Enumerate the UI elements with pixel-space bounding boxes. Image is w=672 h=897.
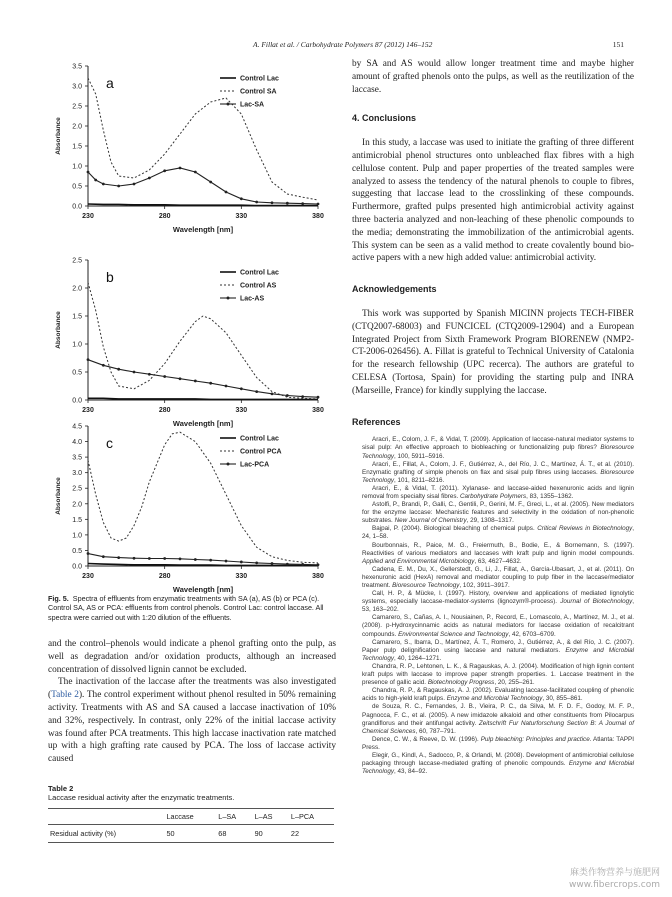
section-heading-acknowledgements: Acknowledgements: [352, 284, 437, 295]
x-tick-label: 380: [312, 573, 324, 580]
reference-authors: Elegir, G., Kindl, A., Sadocco, P., & Orlandi, M. (2008). Development of antimicrobial cellulose packaging through laccase-mediated grafting of phenolic compounds.: [362, 751, 634, 768]
legend-label: Control Lac: [240, 435, 279, 443]
series-line: [88, 554, 318, 565]
series-marker: [209, 559, 212, 562]
paragraph-text: The inactivation of the laccase after the treatments was also investigated (: [48, 677, 336, 701]
reference-journal: Environmental Science and Technology: [398, 630, 509, 638]
reference-volume: . Atlanta: TAPPI Press.: [362, 735, 634, 751]
reference-item: [352, 687, 634, 703]
table-cell: 68: [216, 825, 252, 843]
chart-panel-c: [52, 418, 328, 598]
y-tick-label: 1.0: [72, 163, 82, 171]
series-marker: [240, 197, 243, 200]
series-marker: [87, 552, 90, 555]
right-body-text: [352, 58, 634, 776]
y-tick-label: 4.0: [72, 439, 82, 447]
panel-label: c: [106, 435, 113, 451]
series-marker: [301, 563, 304, 566]
left-body-text: [48, 638, 336, 766]
legend-marker: [227, 297, 230, 300]
table-cell: 50: [164, 825, 216, 843]
reference-journal: Critical Reviews in Biotechnology: [537, 525, 633, 533]
paragraph-text: ). The control experiment without phenol resulted in 50% remaining activity. Treatments with AS and SA caused a laccase inactivation of 10% and 32%, respectively. In contrast, only 22% of the initial laccase activity was found after PCA treatments. This high laccase inactivation rate matched up with a high grafting rate caused by PCA. The loss of laccase activity caused: [48, 690, 336, 765]
table-cell: Residual activity (%): [48, 825, 164, 843]
reference-item: [352, 436, 634, 460]
paragraph: by SA and AS would allow longer treatment time and maybe higher amount of grafted phenols onto the pulps, as well as the reutilization of the laccase.: [352, 59, 634, 95]
series-marker: [317, 396, 320, 399]
y-tick-label: 0.0: [72, 203, 82, 211]
table-row: [48, 825, 334, 843]
series-marker: [194, 558, 197, 561]
reference-item: [352, 461, 634, 485]
series-marker: [102, 555, 105, 558]
series-marker: [179, 557, 182, 560]
series-marker: [271, 201, 274, 204]
y-tick-label: 2.5: [72, 485, 82, 493]
reference-authors: Aracri, E., Colom, J. F., & Vidal, T. (2009). Application of laccase-natural mediator systems to sisal pulp: An effective approach to biobleaching or functionalizing pulp fibres?: [362, 436, 634, 452]
reference-authors: de Souza, R. C., Fernandes, J. B., Vieira, P. C., da Silva, M. F. D. F., Godoy, M. F. P., Pagnocca, F. C., et al. (2005). A new imidazole alkaloid and other constituents from Pilocarpus grandiflorus and their antifungal activity.: [362, 703, 634, 727]
chart-c-svg: [52, 418, 328, 598]
table: [48, 808, 334, 843]
watermark-line: www.fibercrops.com: [569, 880, 660, 890]
series-marker: [87, 171, 90, 174]
reference-volume: , 43, 84–92.: [393, 768, 428, 776]
reference-volume: , 83, 1355–1362.: [526, 492, 574, 500]
column-header: Laccase: [164, 809, 216, 825]
legend-marker: [227, 463, 230, 466]
legend-marker: [227, 103, 230, 106]
table-2: [48, 784, 336, 843]
reference-volume: , 40, 1264–1271.: [393, 654, 442, 662]
figure-caption-text: Spectra of effluents from enzymatic treatments with SA (a), AS (b) or PCA (c). Control SA, AS or PCA: effluents from control phenols. Control Lac: control laccase. All spectra were carried out with 1:20 dilution of the effluents.: [48, 594, 324, 622]
legend-label: Lac-SA: [240, 101, 265, 109]
y-axis-label: Absorbance: [55, 311, 62, 349]
y-axis-label: Absorbance: [55, 117, 62, 155]
reference-authors: Bajpai, P. (2004). Biological bleaching of chemical pulps.: [372, 525, 538, 533]
paragraph: [48, 676, 336, 766]
reference-authors: Aracri, E., & Vidal, T. (2011). Xylanase- and laccase-aided hexenuronic acids and lignin removal from specialty sisal fibres.: [362, 484, 634, 500]
y-tick-label: 1.5: [72, 313, 82, 321]
y-tick-label: 2.0: [72, 285, 82, 293]
column-header: [48, 809, 164, 825]
x-tick-label: 330: [235, 213, 248, 220]
series-marker: [117, 556, 120, 559]
series-line: [88, 432, 318, 563]
y-tick-label: 0.5: [72, 183, 82, 191]
reference-item: [352, 542, 634, 566]
series-marker: [133, 183, 136, 186]
paragraph: and the control–phenols would indicate a phenol grafting onto the pulp, as well as degradation and/or oxidation products, although an increased concentration of dissolved lignin cannot be excluded.: [48, 639, 336, 675]
series-marker: [255, 201, 258, 204]
y-tick-label: 4.5: [72, 423, 82, 431]
series-marker: [255, 390, 258, 393]
reference-item: [352, 639, 634, 663]
panel-label: a: [106, 75, 114, 91]
series-marker: [301, 202, 304, 205]
table-cell: 22: [289, 825, 334, 843]
x-tick-label: 380: [312, 213, 324, 220]
y-tick-label: 2.5: [72, 257, 82, 265]
paragraph: In this study, a laccase was used to initiate the grafting of three different antimicrobial phenol structures onto unbleached flax fibres with a high cellulose content. Pulp and paper properties of the treated samples were analyzed to assess the tendency of the natural phenols to couple to fibres, suggesting that laccase lead to the crosslinking of these compounds. Furthermore, grafted pulps presented high antimicrobial activity against three bacteria analyzed and non-leaching of these phenolic compounds to the media; demonstrating the immobilization of the antimicrobial agents. This system can be seen as a valid method to create covalently bound bio-active papers with a new high added value: antimicrobial activity.: [352, 138, 634, 264]
reference-journal: Bioresource Technology: [392, 582, 460, 590]
x-tick-label: 280: [158, 213, 171, 220]
series-marker: [179, 377, 182, 380]
series-marker: [225, 385, 228, 388]
watermark-line: 麻类作物营养与施肥网: [569, 868, 660, 878]
reference-item: [352, 663, 634, 687]
reference-volume: , 20, 255–261.: [494, 679, 535, 687]
reference-journal: Enzyme and Microbial Technology: [362, 646, 634, 662]
series-marker: [301, 395, 304, 398]
reference-authors: Aracri, E., Fillat, A., Colom, J. F., Gutiérrez, A., del Río, J. C., Martínez, Á. T., et al. (2010). Enzymatic grafting of simple phenols on flax and sisal pulp fibres using laccases.: [362, 460, 634, 476]
reference-journal: Applied and Environmental Microbiology: [362, 557, 475, 565]
reference-list: [352, 436, 634, 776]
legend-label: Lac-PCA: [240, 461, 270, 469]
x-tick-label: 380: [312, 407, 324, 414]
chart-panel-b: [52, 252, 328, 432]
reference-item: [352, 736, 634, 752]
chart-panel-a: [52, 58, 328, 238]
x-tick-label: 280: [158, 407, 171, 414]
table-cell: 90: [253, 825, 289, 843]
series-marker: [102, 183, 105, 186]
x-tick-label: 330: [235, 573, 248, 580]
reference-journal: Zeitschrift Fur Naturforschung Section B: A Journal of Chemical Sciences: [362, 719, 635, 735]
section-heading-conclusions: 4. Conclusions: [352, 113, 417, 124]
x-axis-label: Wavelength [nm]: [172, 585, 234, 594]
reference-authors: Camarero, S., Ibarra, D., Martínez, Á. T., Romero, J., Gutiérrez, A., & del Río, J. C. (2007). Paper pulp delignification using laccase and natural mediators.: [362, 638, 634, 654]
reference-volume: , 101, 8211–8216.: [393, 476, 445, 484]
series-marker: [133, 557, 136, 560]
series-marker: [225, 560, 228, 563]
series-line: [88, 360, 318, 398]
y-tick-label: 2.5: [72, 103, 82, 111]
reference-journal: Enzyme and Microbial Technology: [362, 760, 634, 776]
legend-label: Control SA: [240, 88, 277, 96]
y-tick-label: 0.5: [72, 547, 82, 555]
series-marker: [209, 181, 212, 184]
series-marker: [163, 557, 166, 560]
series-marker: [179, 167, 182, 170]
reference-volume: , 60, 787–791.: [415, 727, 456, 735]
series-marker: [286, 394, 289, 397]
series-marker: [194, 380, 197, 383]
series-marker: [317, 203, 320, 206]
reference-journal: New Journal of Chemistry: [394, 517, 467, 525]
table-caption: Laccase residual activity after the enzymatic treatments.: [48, 793, 235, 802]
series-marker: [317, 563, 320, 566]
y-tick-label: 2.0: [72, 501, 82, 509]
y-tick-label: 1.0: [72, 532, 82, 540]
column-header: L–AS: [253, 809, 289, 825]
series-marker: [255, 561, 258, 564]
series-line: [88, 398, 318, 399]
legend-label: Control Lac: [240, 269, 279, 277]
column-header: L–SA: [216, 809, 252, 825]
column-header: L–PCA: [289, 809, 334, 825]
x-axis-label: Wavelength [nm]: [172, 419, 234, 428]
series-marker: [117, 185, 120, 188]
reference-volume: , 63, 4627–4632.: [474, 557, 522, 565]
reference-authors: Astolfi, P., Brandi, P., Galli, C., Gentili, P., Gerini, M. F., Greci, L., et al. (2005). New mediators for the enzyme laccase: Mechanistic features and selectivity in the oxidation of non-phenolic substrates.: [362, 501, 634, 525]
chart-a-svg: [52, 58, 328, 238]
reference-journal: Bioresource Technology: [362, 444, 634, 460]
series-marker: [94, 179, 97, 182]
watermark: [569, 867, 660, 891]
series-line: [88, 75, 318, 200]
y-tick-label: 2.0: [72, 123, 82, 131]
reference-volume: , 100, 5911–5916.: [393, 452, 445, 460]
y-tick-label: 0.5: [72, 369, 82, 377]
series-marker: [148, 557, 151, 560]
series-marker: [194, 171, 197, 174]
reference-journal: Bioresource Technology: [362, 468, 634, 484]
table-link[interactable]: Table 2: [51, 690, 79, 701]
x-axis-label: Wavelength [nm]: [172, 225, 234, 234]
legend-label: Control AS: [240, 282, 277, 290]
series-marker: [163, 375, 166, 378]
reference-volume: , 42, 6703–6709.: [508, 630, 556, 638]
x-tick-label: 230: [82, 213, 94, 220]
figure-caption: [48, 594, 336, 622]
panel-label: b: [106, 269, 114, 285]
x-tick-label: 230: [82, 573, 94, 580]
reference-journal: Enzyme and Microbial Technology: [446, 695, 543, 703]
series-line: [88, 204, 318, 206]
series-marker: [240, 387, 243, 390]
reference-authors: Bourbonnais, R., Paice, M. G., Freiermuth, B., Bodie, E., & Bornemann, S. (1997). Reactivities of various mediators and laccases with kraft pulp and lignin model compounds.: [362, 541, 634, 557]
reference-item: [352, 566, 634, 590]
reference-item: [352, 525, 634, 541]
reference-item: [352, 590, 634, 614]
series-marker: [209, 382, 212, 385]
y-tick-label: 0.0: [72, 563, 82, 571]
series-marker: [225, 191, 228, 194]
reference-authors: Chandra, R. P., Lehtonen, L. K., & Ragauskas, A. J. (2004). Modification of high lignin content kraft pulps with laccase to improve paper strength properties. 1. Laccase treatment in the presence of gallic acid.: [362, 662, 634, 687]
reference-journal: Carbohydrate Polymers: [459, 492, 527, 500]
figure-label: Fig. 5.: [48, 594, 69, 603]
reference-authors: Call, H. P., & Mücke, I. (1997). History, overview and applications of mediated lignolytic systems, especially laccase-mediator-systems (lignozym®-process).: [362, 590, 634, 606]
reference-volume: , 29, 1308–1317.: [466, 517, 514, 525]
series-marker: [148, 177, 151, 180]
reference-authors: Camarero, S., Cañas, A. I., Nousiainen, P., Record, E., Lomascolo, A., Martínez, M. J., et al. (2008). p-Hydroxycinnamic acids as natural mediators for laccase oxidation of recalcitrant compounds.: [362, 614, 634, 638]
series-marker: [102, 364, 105, 367]
series-marker: [286, 202, 289, 205]
reference-item: [352, 614, 634, 638]
y-tick-label: 3.0: [72, 470, 82, 478]
y-tick-label: 1.5: [72, 516, 82, 524]
reference-authors: Cadena, E. M., Du, X., Gellerstedt, G., Li, J., Fillat, A., García-Ubasart, J., et al. (2011). On hexenuronic acid (HexA) removal and mediator coupling to pulp fiber in the laccase/mediator treatment.: [362, 565, 634, 590]
running-title: A. Fillat et al. / Carbohydrate Polymers 87 (2012) 146–152: [253, 40, 433, 49]
series-marker: [163, 169, 166, 172]
reference-volume: , 102, 3911–3917.: [459, 582, 510, 590]
reference-volume: , 30, 855–861.: [542, 695, 583, 703]
y-tick-label: 3.5: [72, 63, 82, 71]
reference-item: [352, 752, 634, 776]
chart-b-svg: [52, 252, 328, 432]
reference-item: [352, 501, 634, 525]
reference-item: [352, 703, 634, 735]
y-tick-label: 1.5: [72, 143, 82, 151]
reference-journal: Pulp bleaching: Principles and practice: [480, 735, 590, 743]
reference-journal: Biotechnology Progress: [427, 679, 495, 687]
series-marker: [148, 373, 151, 376]
section-heading-references: References: [352, 416, 401, 427]
reference-volume: , 24, 1–58.: [362, 525, 634, 541]
y-axis-label: Absorbance: [55, 477, 62, 515]
y-tick-label: 3.5: [72, 454, 82, 462]
y-tick-label: 0.0: [72, 397, 82, 405]
series-line: [88, 168, 318, 204]
y-tick-label: 3.0: [72, 83, 82, 91]
x-tick-label: 280: [158, 573, 171, 580]
legend-label: Control PCA: [240, 448, 282, 456]
series-line: [88, 282, 318, 399]
legend-label: Lac-AS: [240, 295, 265, 303]
series-marker: [117, 368, 120, 371]
series-marker: [271, 392, 274, 395]
series-marker: [271, 562, 274, 565]
x-tick-label: 330: [235, 407, 248, 414]
series-marker: [133, 371, 136, 374]
table-header-row: [48, 809, 334, 825]
reference-volume: , 53, 163–202.: [362, 598, 634, 614]
reference-authors: Chandra, R. P., & Ragauskas, A. J. (2002). Evaluating laccase-facilitated coupling of phenolic acids to high-yield kraft pulps.: [362, 687, 634, 703]
page-number: 151: [612, 40, 624, 49]
series-marker: [240, 561, 243, 564]
reference-authors: Dence, C. W., & Reeve, D. W. (1996).: [372, 735, 481, 743]
series-marker: [87, 358, 90, 361]
x-tick-label: 230: [82, 407, 94, 414]
series-marker: [286, 563, 289, 566]
paragraph: This work was supported by Spanish MICINN projects TECH-FIBER (CTQ2007-68003) and FUNCICEL (CTQ2009-12904) and a European Integrated Project from Sixth Framework Program BIORENEW (NMP2-CT-2006-026456). A. Fillat is grateful to Technical University of Catalonia for the research fellowship (UPC recerca). The authors are grateful to CELESA (Tortosa, Spain) for providing the starting pulp and INRA (Marseille, France) for kindly supplying the laccase.: [352, 308, 634, 396]
y-tick-label: 1.0: [72, 341, 82, 349]
table-label: Table 2: [48, 784, 74, 793]
legend-label: Control Lac: [240, 75, 279, 83]
reference-item: [352, 485, 634, 501]
reference-journal: Journal of Biotechnology: [560, 598, 633, 606]
